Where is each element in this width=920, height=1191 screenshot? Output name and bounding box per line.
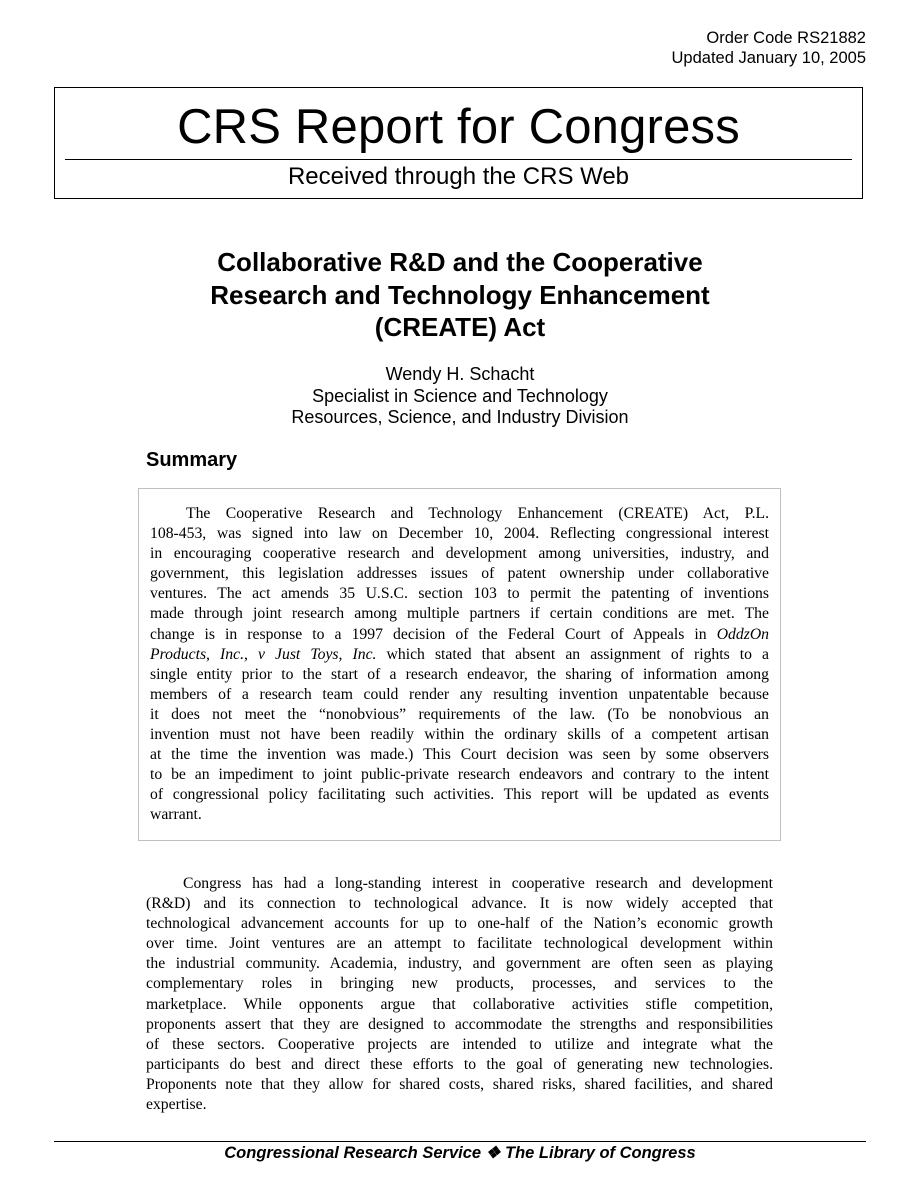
summary-line: 108-453, was signed into law on December 10, 2004. Reflecting congressional interest — [150, 525, 769, 543]
summary-line: at the time the invention was made.) This Court decision was seen by some observers — [150, 746, 769, 764]
body-line: over time. Joint ventures are an attempt to facilitate technological development within — [146, 935, 773, 953]
summary-line: of congressional policy facilitating such activities. This report will be updated as events — [150, 786, 769, 804]
title-line: (CREATE) Act — [374, 312, 546, 342]
summary-line-part: change is in response to a 1997 decision of the Federal Court of Appeals in — [150, 625, 707, 643]
body-line: (R&D) and its connection to technological advance. It is now widely accepted that — [146, 895, 773, 913]
banner-title: CRS Report for Congress — [177, 100, 740, 154]
order-code-block — [672, 28, 866, 68]
body-line: Congress has had a long-standing interest in cooperative research and development — [183, 875, 773, 892]
author-title: Specialist in Science and Technology — [312, 385, 608, 406]
summary-line-part: which stated that absent an assignment of rights to a — [376, 645, 769, 663]
body-paragraph — [146, 874, 773, 1115]
author-block — [140, 364, 780, 429]
summary-line: made through joint research among multiple partners if certain conditions are met. The — [150, 605, 769, 623]
summary-line: single entity prior to the start of a research endeavor, the sharing of information among — [150, 665, 769, 683]
summary-line: The Cooperative Research and Technology Enhancement (CREATE) Act, P.L. — [186, 505, 769, 522]
author-name: Wendy H. Schacht — [385, 364, 535, 384]
body-line: the industrial community. Academia, industry, and government are often seen as playing — [146, 955, 773, 973]
summary-line: it does not meet the “nonobvious” requirements of the law. (To be nonobvious an — [150, 705, 769, 723]
order-code: Order Code RS21882 — [706, 29, 866, 47]
case-name-italic: OddzOn — [716, 625, 769, 643]
updated-date: Updated January 10, 2005 — [671, 49, 866, 67]
body-line: of these sectors. Cooperative projects are intended to utilize and integrate what the — [146, 1035, 773, 1053]
body-line: Proponents note that they allow for shared costs, shared risks, shared facilities, and shared — [146, 1075, 773, 1093]
summary-heading: Summary — [146, 449, 238, 471]
body-line: complementary roles in bringing new products, processes, and services to the — [146, 975, 773, 993]
title-line: Research and Technology Enhancement — [210, 279, 710, 310]
banner-divider — [65, 159, 852, 160]
body-line: participants do best and direct these efforts to the goal of generating new technologies. — [146, 1055, 773, 1073]
body-line: marketplace. While opponents argue that collaborative activities stifle competition, — [146, 995, 773, 1013]
summary-line: members of a research team could render any resulting invention unpatentable because — [150, 685, 769, 703]
report-banner — [54, 87, 863, 199]
summary-box — [138, 488, 781, 841]
summary-text — [150, 504, 769, 826]
body-line: expertise. — [146, 1096, 207, 1114]
document-title — [140, 246, 780, 344]
summary-line: in encouraging cooperative research and development among universities, industry, and — [150, 545, 769, 563]
banner-subtitle: Received through the CRS Web — [287, 163, 630, 190]
author-division: Resources, Science, and Industry Division — [291, 407, 629, 427]
summary-line: invention must not have been readily within the ordinary skills of a competent artisan — [150, 726, 769, 744]
footer-divider — [54, 1141, 866, 1142]
summary-line: to be an impediment to joint public-private research endeavors and contrary to the intent — [150, 766, 769, 784]
summary-line: ventures. The act amends 35 U.S.C. section 103 to permit the patenting of inventions — [150, 585, 769, 603]
case-name-italic: Products, Inc., v Just Toys, Inc. — [150, 645, 377, 663]
summary-line-with-citation — [150, 645, 769, 665]
title-line: Collaborative R&D and the Cooperative — [217, 247, 703, 277]
summary-line: government, this legislation addresses issues of patent ownership under collaborative — [150, 565, 769, 583]
footer: Congressional Research Service ❖ The Library of Congress — [224, 1144, 696, 1162]
summary-line-with-citation — [150, 625, 769, 645]
summary-line: warrant. — [150, 806, 202, 824]
body-line: technological advancement accounts for up to one-half of the Nation’s economic growth — [146, 915, 773, 933]
body-line: proponents assert that they are designed to accommodate the strengths and responsibilities — [146, 1015, 773, 1033]
